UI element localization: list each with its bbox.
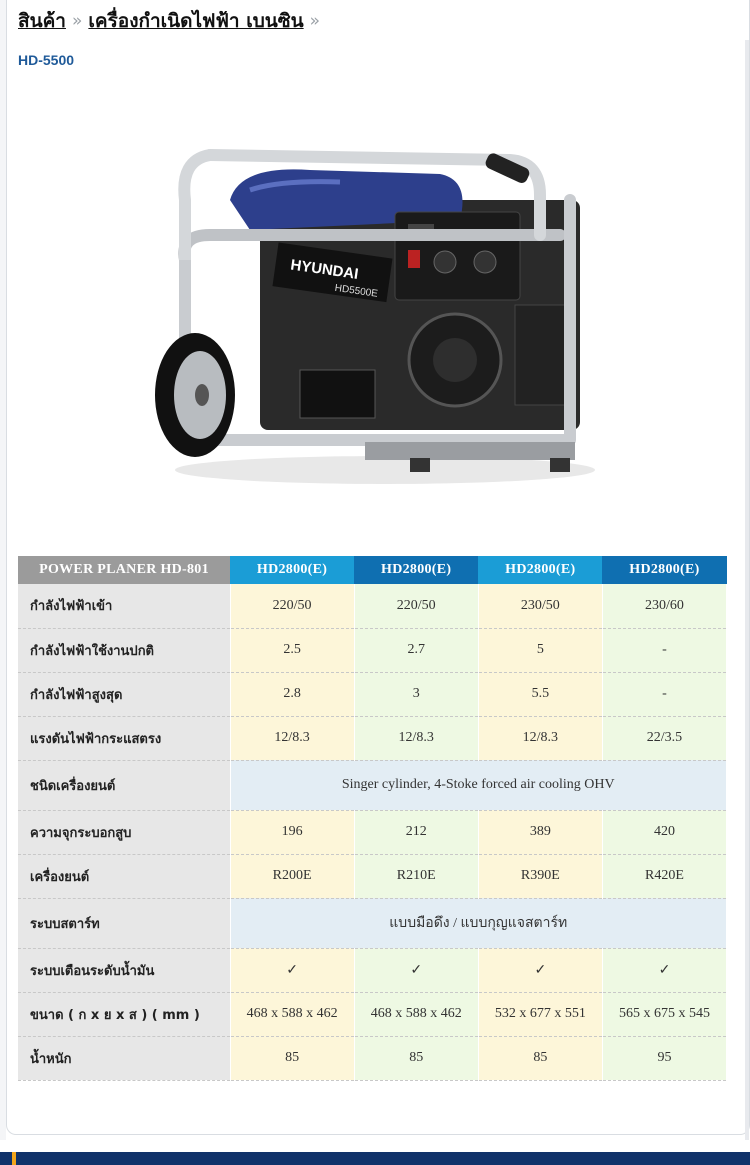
row-label: กำลังไฟฟ้าเข้า [18, 584, 230, 628]
table-row [18, 810, 727, 854]
table-cell: 2.8 [230, 672, 354, 716]
row-label: ความจุกระบอกสูบ [18, 810, 230, 854]
table-row [18, 1036, 727, 1080]
table-row [18, 760, 727, 810]
table-cell: R200E [230, 854, 354, 898]
table-row [18, 716, 727, 760]
table-cell: 85 [230, 1036, 354, 1080]
check-mark-cell: ✓ [230, 948, 354, 992]
brand-model-text: HD5500E [334, 282, 379, 300]
check-mark-cell: ✓ [602, 948, 726, 992]
product-image-generator [140, 140, 610, 500]
table-cell: - [602, 672, 726, 716]
column-header-model-3: HD2800(E) [478, 556, 602, 584]
table-row [18, 898, 727, 948]
row-label: เครื่องยนต์ [18, 854, 230, 898]
table-cell: 565 x 675 x 545 [602, 992, 726, 1036]
row-label: กำลังไฟฟ้าสูงสุด [18, 672, 230, 716]
table-cell-merged: Singer cylinder, 4-Stoke forced air cooling OHV [230, 760, 727, 810]
specification-table [18, 556, 727, 1081]
breadcrumb [18, 6, 320, 36]
table-cell: R420E [602, 854, 726, 898]
table-row [18, 628, 727, 672]
table-cell: 389 [478, 810, 602, 854]
table-cell: 95 [602, 1036, 726, 1080]
row-label: ชนิดเครื่องยนต์ [18, 760, 230, 810]
check-mark-cell: ✓ [354, 948, 478, 992]
table-cell: 420 [602, 810, 726, 854]
table-row [18, 854, 727, 898]
breadcrumb-link-products[interactable]: สินค้า [18, 10, 66, 32]
table-cell: 230/60 [602, 584, 726, 628]
column-header-model-1: HD2800(E) [230, 556, 354, 584]
row-label: ขนาด ( ก x ย x ส ) ( mm ) [18, 992, 230, 1036]
table-row [18, 992, 727, 1036]
footer-bar [0, 1152, 750, 1165]
check-mark-cell: ✓ [478, 948, 602, 992]
table-header-row [18, 556, 727, 584]
column-header-model-2: HD2800(E) [354, 556, 478, 584]
table-cell-merged: แบบมือดึง / แบบกุญแจสตาร์ท [230, 898, 727, 948]
table-cell: 196 [230, 810, 354, 854]
row-label: แรงดันไฟฟ้ากระแสตรง [18, 716, 230, 760]
table-cell: 12/8.3 [354, 716, 478, 760]
table-cell: 2.5 [230, 628, 354, 672]
table-cell: 12/8.3 [230, 716, 354, 760]
table-cell: 5 [478, 628, 602, 672]
row-label: ระบบเตือนระดับน้ำมัน [18, 948, 230, 992]
table-cell: 3 [354, 672, 478, 716]
row-label: ระบบสตาร์ท [18, 898, 230, 948]
table-cell: R390E [478, 854, 602, 898]
table-row [18, 948, 727, 992]
footer-accent [12, 1152, 16, 1165]
breadcrumb-separator: » [71, 11, 83, 31]
product-model-title: HD-5500 [18, 52, 75, 68]
row-label: น้ำหนัก [18, 1036, 230, 1080]
breadcrumb-separator: » [309, 11, 321, 31]
table-cell: 220/50 [230, 584, 354, 628]
table-cell: 5.5 [478, 672, 602, 716]
table-cell: 220/50 [354, 584, 478, 628]
table-cell: 532 x 677 x 551 [478, 992, 602, 1036]
table-cell: 230/50 [478, 584, 602, 628]
table-cell: 85 [478, 1036, 602, 1080]
table-cell: 2.7 [354, 628, 478, 672]
column-header-product: POWER PLANER HD-801 [18, 556, 230, 584]
table-cell: 12/8.3 [478, 716, 602, 760]
table-row [18, 672, 727, 716]
table-cell: R210E [354, 854, 478, 898]
table-cell: - [602, 628, 726, 672]
table-cell: 212 [354, 810, 478, 854]
table-cell: 468 x 588 x 462 [354, 992, 478, 1036]
breadcrumb-link-gasoline-generators[interactable]: เครื่องกำเนิดไฟฟ้า เบนซิน [88, 10, 304, 32]
table-cell: 85 [354, 1036, 478, 1080]
table-row [18, 584, 727, 628]
table-cell: 22/3.5 [602, 716, 726, 760]
brand-logo-text: HYUNDAI [289, 256, 360, 283]
scroll-edge [745, 40, 749, 1140]
column-header-model-4: HD2800(E) [602, 556, 726, 584]
row-label: กำลังไฟฟ้าใช้งานปกติ [18, 628, 230, 672]
table-cell: 468 x 588 x 462 [230, 992, 354, 1036]
